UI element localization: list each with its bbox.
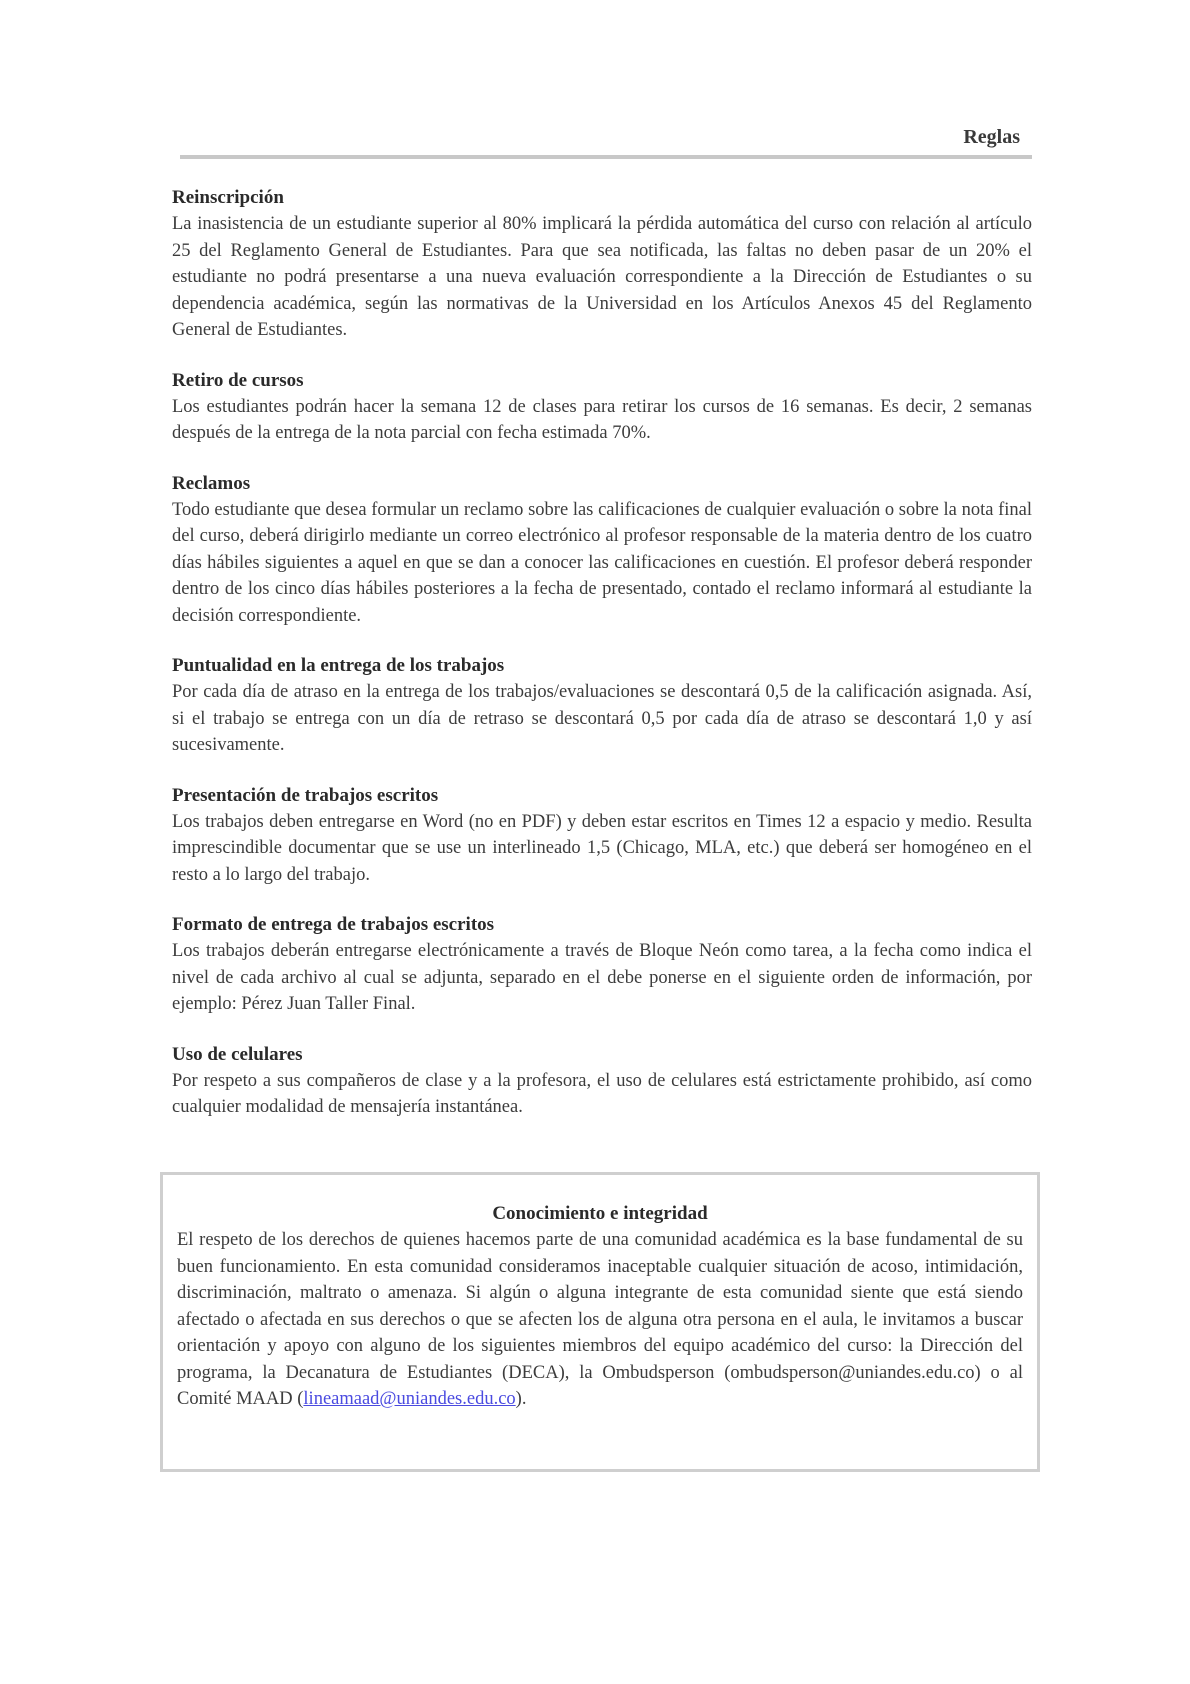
section-reclamos [172, 471, 1032, 630]
section-body: La inasistencia de un estudiante superior al 80% implicará la pérdida automática del curso con relación al artículo 25 del Reglamento General de Estudiantes. Para que sea notificada, las faltas no deben pasar de un 20% el estudiante no podrá presentarse a una nueva evaluación correspondiente a la Dirección de Estudiantes o su dependencia académica, según las normativas de la Universidad en los Artículos Anexos 45 del Reglamento General de Estudiantes. [172, 214, 1032, 340]
section-body: Por respeto a sus compañeros de clase y a la profesora, el uso de celulares está estrictamente prohibido, así como cualquier modalidad de mensajería instantánea. [172, 1070, 1032, 1117]
section-retiro-de-cursos [172, 368, 1032, 447]
section-title: Presentación de trabajos escritos [172, 784, 439, 806]
section-title: Uso de celulares [172, 1043, 303, 1065]
page-header-label: Reglas [963, 126, 1020, 148]
section-reinscripcion [172, 185, 1032, 344]
integrity-notice-box [160, 1172, 1040, 1472]
section-puntualidad [172, 653, 1032, 759]
integrity-box-body: El respeto de los derechos de quienes hacemos parte de una comunidad académica es la base fundamental de su buen funcionamiento. En esta comunidad consideramos inaceptable cualquier situación de acoso, intimidación, discriminación, maltrato o amenaza. Si algún o alguna integrante de esta comunidad siente que está siendo afectado o afectada en sus derechos o que se afecten los de alguna otra persona en el aula, le invitamos a buscar orientación y apoyo con alguno de los siguientes miembros del equipo académico del curso: la Dirección del programa, la Decanatura de Estudiantes (DECA), la Ombudsperson (ombudsperson@uniandes.edu.co) o al Comité MAAD (lineamaad@uniandes.edu.co). [177, 1230, 1023, 1409]
integrity-box-suffix: . [521, 1389, 527, 1409]
section-title: Retiro de cursos [172, 369, 304, 391]
integrity-box-text: El respeto de los derechos de quienes hacemos parte de una comunidad académica es la base fundamental de su buen funcionamiento. En esta comunidad consideramos inaceptable cualquier situación de acoso, intimidación, discriminación, maltrato o amenaza. Si algún o alguna integrante de esta comunidad siente que está siendo afectado o afectada en sus derechos o que se afecten los de alguna otra persona en el aula, le invitamos a buscar orientación y apoyo con alguno de los siguientes miembros del equipo académico del curso: la Dirección del programa, la Decanatura de Estudiantes (DECA), la Ombudsperson (ombudsperson@uniandes.edu.co) o al Comité MAAD [177, 1230, 1023, 1409]
section-uso-celulares [172, 1042, 1032, 1121]
section-body: Los trabajos deben entregarse en Word (no en PDF) y deben estar escritos en Times 12 a espacio y medio. Resulta imprescindible documentar que se use un interlineado 1,5 (Chicago, MLA, etc.) que deberá ser homogéneo en el resto a lo largo del trabajo. [172, 811, 1032, 885]
section-title: Reclamos [172, 472, 251, 494]
section-body: Los estudiantes podrán hacer la semana 12 de clases para retirar los cursos de 16 semanas. Es decir, 2 semanas después de la entrega de la nota parcial con fecha estimada 70%. [172, 396, 1032, 443]
section-formato-entrega [172, 912, 1032, 1018]
section-title: Puntualidad en la entrega de los trabajos [172, 655, 505, 676]
rules-content [172, 185, 1032, 1145]
section-body: Por cada día de atraso en la entrega de los trabajos/evaluaciones se descontará 0,5 de la calificación asignada. Así, si el trabajo se entrega con un día de retraso se descontará 0,5 por cada día de atraso se descontará 1,0 y así sucesivamente. [172, 682, 1032, 755]
integrity-box-title: Conocimiento e integridad [492, 1203, 708, 1224]
section-title: Formato de entrega de trabajos escritos [172, 914, 495, 935]
section-body: Los trabajos deberán entregarse electrónicamente a través de Bloque Neón como tarea, a la fecha como indica el nivel de cada archivo al cual se adjunta, separado en el debe ponerse en el siguiente orden de información, por ejemplo: Pérez Juan Taller Final. [172, 941, 1032, 1014]
section-title: Reinscripción [172, 187, 284, 208]
section-body: Todo estudiante que desea formular un reclamo sobre las calificaciones de cualquier evaluación o sobre la nota final del curso, deberá dirigirlo mediante un correo electrónico al profesor responsable de la materia dentro de los cuatro días hábiles siguientes a aquel en que se dan a conocer las calificaciones en cuestión. El profesor deberá responder dentro de los cinco días hábiles posteriores a la fecha de presentado, contado el reclamo informará al estudiante la decisión correspondiente. [172, 499, 1032, 626]
section-presentacion-trabajos [172, 783, 1032, 889]
header-divider [180, 155, 1032, 159]
contact-email-link[interactable]: lineamaad@uniandes.edu.co [303, 1389, 516, 1409]
